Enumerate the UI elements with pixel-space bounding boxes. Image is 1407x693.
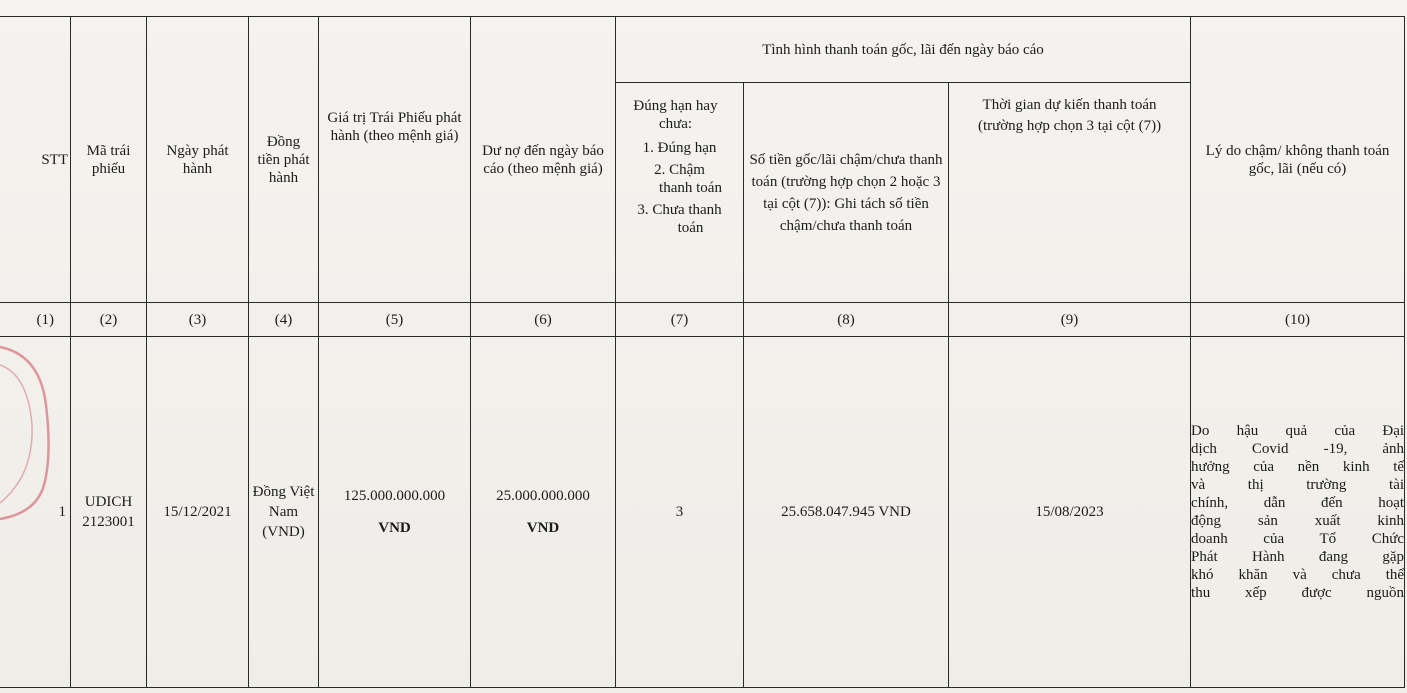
dung-han-option-3b: toán — [677, 220, 704, 236]
dung-han-option-1: 1. Đúng hạn — [642, 140, 717, 156]
colnum-8: (8) — [744, 303, 949, 337]
du-no-amount: 25.000.000.000 — [496, 488, 590, 504]
colnum-3: (3) — [147, 303, 249, 337]
ly-do-line: và thị trường tài — [1191, 477, 1405, 493]
cell-so-tien: 25.658.047.945 VND — [744, 337, 949, 688]
gia-tri-unit: VND — [378, 520, 411, 536]
cell-thoi-gian: 15/08/2023 — [949, 337, 1191, 688]
ly-do-line: khó khăn và chưa thể — [1191, 567, 1405, 583]
colnum-1: (1) — [0, 303, 71, 337]
ly-do-line: chính, dẫn đến hoạt — [1191, 495, 1405, 511]
dung-han-option-2a: 2. Chậm — [654, 162, 705, 178]
header-dung-han — [616, 83, 744, 303]
cell-dong-tien: Đồng Việt Nam (VND) — [249, 337, 319, 688]
dung-han-option-2b: thanh toán — [659, 180, 722, 196]
bond-payment-table — [0, 16, 1405, 688]
header-ly-do: Lý do chậm/ không thanh toán gốc, lãi (nếu có) — [1191, 17, 1405, 303]
ly-do-line: hưởng của nền kinh tế — [1191, 459, 1405, 475]
column-number-row — [0, 303, 1405, 337]
ly-do-line: Phát Hành đang gặp — [1191, 549, 1405, 565]
header-du-no: Dư nợ đến ngày báo cáo (theo mệnh giá) — [471, 17, 616, 303]
colnum-6: (6) — [471, 303, 616, 337]
cell-ly-do — [1191, 337, 1405, 688]
header-group-row — [0, 17, 1405, 83]
ly-do-line: thu xếp được nguồn — [1191, 585, 1405, 601]
cell-ma-trai-phieu: UDICH 2123001 — [71, 337, 147, 688]
header-thoi-gian: Thời gian dự kiến thanh toán (trường hợp chọn 3 tại cột (7)) — [949, 83, 1191, 303]
colnum-10: (10) — [1191, 303, 1405, 337]
gia-tri-amount: 125.000.000.000 — [343, 488, 446, 504]
cell-ngay-phat-hanh: 15/12/2021 — [147, 337, 249, 688]
table-row — [0, 337, 1405, 688]
colnum-5: (5) — [319, 303, 471, 337]
header-dong-tien: Đồng tiền phát hành — [249, 17, 319, 303]
header-ngay-phat-hanh: Ngày phát hành — [147, 17, 249, 303]
header-group-title: Tình hình thanh toán gốc, lãi đến ngày báo cáo — [616, 17, 1191, 83]
cell-dung-han: 3 — [616, 337, 744, 688]
du-no-unit: VND — [526, 520, 560, 536]
ly-do-line: Do hậu quả của Đại — [1191, 423, 1405, 439]
colnum-2: (2) — [71, 303, 147, 337]
cell-gia-tri — [319, 337, 471, 688]
header-so-tien: Số tiền gốc/lãi chậm/chưa thanh toán (trường hợp chọn 2 hoặc 3 tại cột (7)): Ghi tách số tiền chậm/chưa thanh toán — [744, 83, 949, 303]
cell-du-no — [471, 337, 616, 688]
cell-stt: 1 — [0, 337, 71, 688]
header-ma-trai-phieu: Mã trái phiếu — [71, 17, 147, 303]
colnum-9: (9) — [949, 303, 1191, 337]
ly-do-line: động sản xuất kinh — [1191, 513, 1405, 529]
dung-han-title: Đúng hạn hay chưa: — [633, 98, 718, 132]
header-gia-tri: Giá trị Trái Phiếu phát hành (theo mệnh giá) — [319, 17, 471, 303]
header-stt: STT — [0, 17, 71, 303]
dung-han-option-3a: 3. Chưa thanh — [637, 202, 722, 218]
colnum-4: (4) — [249, 303, 319, 337]
colnum-7: (7) — [616, 303, 744, 337]
ly-do-line: doanh của Tổ Chức — [1191, 531, 1405, 547]
ly-do-line: dịch Covid -19, ảnh — [1191, 441, 1405, 457]
